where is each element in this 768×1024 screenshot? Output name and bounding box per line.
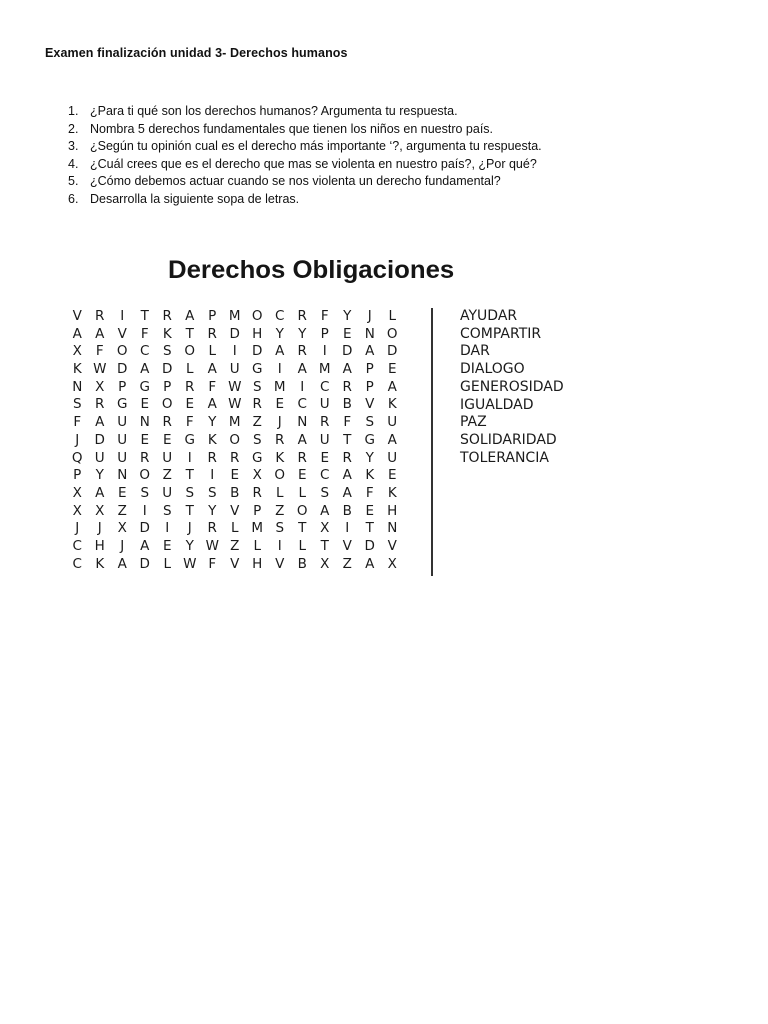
grid-cell: L bbox=[275, 484, 284, 501]
grid-cell: K bbox=[95, 555, 105, 572]
grid-cell: O bbox=[386, 325, 398, 342]
question-number: 4. bbox=[68, 156, 79, 171]
grid-cell: E bbox=[230, 467, 240, 484]
grid-cell: Z bbox=[162, 467, 172, 484]
grid-cell: A bbox=[95, 484, 105, 501]
grid-cell: Y bbox=[365, 449, 374, 466]
grid-cell: I bbox=[322, 343, 327, 360]
grid-cell: I bbox=[300, 378, 305, 395]
grid-cell: E bbox=[387, 467, 397, 484]
grid-cell: V bbox=[275, 555, 285, 572]
document-title: Examen finalización unidad 3- Derechos humanos bbox=[45, 46, 348, 60]
grid-cell: S bbox=[252, 378, 262, 395]
word-list-item: GENEROSIDAD bbox=[460, 378, 564, 395]
word-list-item: TOLERANCIA bbox=[460, 449, 549, 466]
grid-cell: R bbox=[185, 378, 195, 395]
grid-cell: A bbox=[140, 537, 150, 554]
question-number: 1. bbox=[68, 104, 79, 118]
grid-cell: W bbox=[228, 378, 242, 395]
grid-cell: Y bbox=[208, 502, 217, 519]
grid-cell: A bbox=[72, 325, 82, 342]
grid-cell: E bbox=[342, 325, 352, 342]
grid-cell: K bbox=[365, 467, 375, 484]
grid-cell: D bbox=[387, 343, 398, 360]
question-text: ¿Cuál crees que es el derecho que mas se violenta en nuestro país?, ¿Por qué? bbox=[90, 156, 537, 171]
question-text: Desarrolla la siguiente sopa de letras. bbox=[90, 191, 300, 206]
grid-cell: T bbox=[140, 308, 149, 324]
grid-cell: T bbox=[365, 520, 374, 537]
grid-cell: Y bbox=[275, 325, 284, 342]
grid-cell: O bbox=[116, 343, 128, 360]
grid-cell: D bbox=[229, 325, 240, 342]
question-text: ¿Para ti qué son los derechos humanos? Argumenta tu respuesta. bbox=[90, 104, 458, 118]
grid-cell: P bbox=[118, 378, 127, 395]
grid-cell: R bbox=[252, 396, 262, 413]
grid-cell: U bbox=[162, 449, 173, 466]
grid-cell: U bbox=[387, 449, 398, 466]
grid-cell: U bbox=[319, 396, 330, 413]
grid-cell: J bbox=[97, 520, 102, 537]
grid-cell: T bbox=[185, 502, 194, 519]
grid-cell: Z bbox=[342, 555, 352, 572]
grid-cell: X bbox=[72, 343, 82, 360]
grid-cell: O bbox=[274, 467, 286, 484]
grid-cell: C bbox=[320, 378, 330, 395]
grid-cell: E bbox=[117, 484, 127, 501]
grid-cell: S bbox=[252, 431, 262, 448]
grid-cell: A bbox=[95, 414, 105, 431]
grid-cell: E bbox=[297, 467, 307, 484]
grid-cell: G bbox=[252, 361, 263, 378]
grid-cell: R bbox=[297, 308, 307, 324]
question-text: ¿Cómo debemos actuar cuando se nos violenta un derecho fundamental? bbox=[90, 174, 501, 189]
grid-cell: Y bbox=[343, 308, 352, 324]
grid-cell: R bbox=[297, 343, 307, 360]
grid-cell: R bbox=[162, 414, 172, 431]
grid-cell: G bbox=[364, 431, 375, 448]
grid-cell: C bbox=[275, 308, 285, 324]
question-number: 3. bbox=[68, 139, 79, 154]
grid-cell: O bbox=[139, 467, 151, 484]
grid-cell: I bbox=[232, 343, 237, 360]
grid-cell: L bbox=[230, 520, 239, 537]
grid-cell: H bbox=[252, 555, 263, 572]
grid-cell: H bbox=[387, 502, 398, 519]
wordsearch-grid bbox=[66, 308, 404, 573]
grid-cell: V bbox=[342, 537, 352, 554]
grid-cell: S bbox=[275, 520, 285, 537]
grid-cell: P bbox=[163, 378, 172, 395]
grid-cell: K bbox=[387, 484, 397, 501]
question-item bbox=[68, 173, 542, 191]
grid-cell: E bbox=[320, 449, 330, 466]
grid-cell: A bbox=[342, 484, 352, 501]
grid-cell: I bbox=[277, 537, 282, 554]
grid-cell: P bbox=[365, 361, 374, 378]
grid-cell: R bbox=[342, 378, 352, 395]
grid-cell: Z bbox=[252, 414, 262, 431]
grid-cell: U bbox=[387, 414, 398, 431]
grid-cell: Z bbox=[117, 502, 127, 519]
grid-cell: R bbox=[95, 308, 105, 324]
grid-cell: I bbox=[165, 520, 170, 537]
grid-cell: Y bbox=[95, 467, 104, 484]
word-list-item: AYUDAR bbox=[460, 308, 518, 324]
grid-cell: S bbox=[207, 484, 217, 501]
grid-cell: B bbox=[297, 555, 307, 572]
grid-cell: N bbox=[72, 378, 83, 395]
grid-cell: E bbox=[140, 431, 150, 448]
grid-cell: F bbox=[320, 308, 329, 324]
grid-cell: R bbox=[162, 308, 172, 324]
grid-cell: T bbox=[298, 520, 307, 537]
grid-cell: F bbox=[185, 414, 194, 431]
grid-cell: T bbox=[343, 431, 352, 448]
grid-cell: A bbox=[185, 308, 195, 324]
grid-cell: R bbox=[207, 449, 217, 466]
grid-cell: Q bbox=[71, 449, 83, 466]
grid-cell: O bbox=[229, 431, 241, 448]
question-text: Nombra 5 derechos fundamentales que tienen los niños en nuestro país. bbox=[90, 121, 494, 136]
grid-cell: R bbox=[207, 520, 217, 537]
grid-cell: U bbox=[117, 414, 128, 431]
question-number: 2. bbox=[68, 121, 79, 136]
question-item bbox=[68, 103, 542, 121]
grid-cell: R bbox=[230, 449, 240, 466]
grid-cell: U bbox=[94, 449, 105, 466]
grid-cell: V bbox=[387, 537, 397, 554]
grid-cell: G bbox=[252, 449, 263, 466]
grid-cell: F bbox=[95, 343, 104, 360]
question-number: 5. bbox=[68, 174, 79, 189]
grid-cell: F bbox=[140, 325, 149, 342]
grid-cell: K bbox=[387, 396, 397, 413]
grid-cell: C bbox=[140, 343, 150, 360]
grid-cell: R bbox=[140, 449, 150, 466]
grid-cell: K bbox=[275, 449, 285, 466]
grid-cell: I bbox=[210, 467, 215, 484]
grid-cell: A bbox=[117, 555, 127, 572]
grid-cell: S bbox=[140, 484, 150, 501]
grid-cell: L bbox=[185, 361, 194, 378]
grid-cell: D bbox=[364, 537, 375, 554]
grid-cell: E bbox=[162, 431, 172, 448]
grid-cell: N bbox=[139, 414, 150, 431]
grid-cell: W bbox=[183, 555, 197, 572]
grid-cell: N bbox=[117, 467, 128, 484]
grid-cell: I bbox=[277, 361, 282, 378]
question-number: 6. bbox=[68, 191, 79, 206]
grid-cell: W bbox=[93, 361, 107, 378]
grid-cell: T bbox=[185, 467, 194, 484]
grid-cell: L bbox=[298, 484, 307, 501]
grid-cell: R bbox=[320, 414, 330, 431]
grid-cell: E bbox=[275, 396, 285, 413]
word-list-item: DIALOGO bbox=[460, 361, 525, 378]
grid-cell: P bbox=[320, 325, 329, 342]
grid-cell: R bbox=[252, 484, 262, 501]
grid-cell: N bbox=[387, 520, 398, 537]
grid-cell: W bbox=[228, 396, 242, 413]
grid-cell: V bbox=[117, 325, 127, 342]
grid-cell: O bbox=[296, 502, 308, 519]
grid-cell: D bbox=[342, 343, 353, 360]
grid-cell: B bbox=[230, 484, 240, 501]
grid-cell: X bbox=[320, 555, 330, 572]
question-item bbox=[68, 138, 542, 156]
grid-cell: K bbox=[72, 361, 82, 378]
grid-cell: L bbox=[298, 537, 307, 554]
grid-cell: G bbox=[117, 396, 128, 413]
grid-cell: A bbox=[297, 431, 307, 448]
grid-cell: U bbox=[117, 449, 128, 466]
grid-cell: M bbox=[251, 520, 264, 537]
grid-cell: J bbox=[120, 537, 125, 554]
grid-cell: A bbox=[342, 361, 352, 378]
question-text: ¿Según tu opinión cual es el derecho más importante ‘?, argumenta tu respuesta. bbox=[90, 139, 542, 154]
grid-cell: X bbox=[320, 520, 330, 537]
grid-cell: C bbox=[320, 467, 330, 484]
grid-cell: R bbox=[342, 449, 352, 466]
grid-cell: A bbox=[95, 325, 105, 342]
grid-cell: I bbox=[120, 308, 125, 324]
word-list-item: PAZ bbox=[460, 414, 487, 431]
grid-cell: A bbox=[297, 361, 307, 378]
grid-cell: A bbox=[387, 431, 397, 448]
grid-cell: A bbox=[207, 361, 217, 378]
grid-cell: Y bbox=[298, 325, 307, 342]
grid-cell: M bbox=[318, 361, 331, 378]
grid-cell: M bbox=[228, 414, 241, 431]
grid-cell: P bbox=[208, 308, 217, 324]
grid-cell: T bbox=[320, 537, 329, 554]
word-list-item: COMPARTIR bbox=[460, 325, 542, 342]
grid-cell: J bbox=[277, 414, 282, 431]
grid-cell: B bbox=[342, 502, 352, 519]
grid-cell: R bbox=[207, 325, 217, 342]
grid-cell: F bbox=[73, 414, 82, 431]
grid-cell: X bbox=[72, 502, 82, 519]
grid-cell: L bbox=[208, 343, 217, 360]
grid-cell: W bbox=[205, 537, 219, 554]
grid-cell: X bbox=[252, 467, 262, 484]
grid-cell: L bbox=[253, 537, 262, 554]
grid-cell: J bbox=[75, 431, 80, 448]
grid-cell: P bbox=[73, 467, 82, 484]
grid-cell: E bbox=[387, 361, 397, 378]
question-item bbox=[68, 121, 542, 139]
grid-cell: O bbox=[184, 343, 196, 360]
question-item bbox=[68, 156, 542, 174]
grid-cell: R bbox=[275, 431, 285, 448]
grid-cell: A bbox=[320, 502, 330, 519]
grid-cell: U bbox=[319, 431, 330, 448]
grid-cell: H bbox=[252, 325, 263, 342]
grid-cell: K bbox=[207, 431, 217, 448]
grid-cell: N bbox=[364, 325, 375, 342]
grid-cell: Z bbox=[275, 502, 285, 519]
grid-cell: E bbox=[140, 396, 150, 413]
grid-cell: J bbox=[187, 520, 192, 537]
grid-cell: V bbox=[72, 308, 82, 324]
grid-cell: A bbox=[342, 467, 352, 484]
grid-cell: Y bbox=[208, 414, 217, 431]
grid-cell: G bbox=[184, 431, 195, 448]
grid-cell: S bbox=[320, 484, 330, 501]
grid-cell: X bbox=[72, 484, 82, 501]
grid-cell: V bbox=[365, 396, 375, 413]
wordsearch-title: Derechos Obligaciones bbox=[168, 256, 455, 284]
question-list bbox=[68, 103, 542, 209]
word-list-item: IGUALDAD bbox=[460, 396, 534, 413]
grid-cell: S bbox=[365, 414, 375, 431]
grid-cell: H bbox=[94, 537, 105, 554]
grid-cell: B bbox=[342, 396, 352, 413]
grid-cell: A bbox=[140, 361, 150, 378]
word-list-item: SOLIDARIDAD bbox=[460, 431, 557, 448]
grid-cell: O bbox=[161, 396, 173, 413]
grid-cell: X bbox=[387, 555, 397, 572]
grid-cell: O bbox=[251, 308, 263, 324]
grid-cell: U bbox=[162, 484, 173, 501]
grid-cell: C bbox=[72, 537, 82, 554]
grid-cell: A bbox=[365, 555, 375, 572]
grid-cell: L bbox=[163, 555, 172, 572]
wordsearch-divider bbox=[431, 308, 433, 576]
word-list bbox=[460, 308, 564, 467]
grid-cell: T bbox=[185, 325, 194, 342]
grid-cell: C bbox=[297, 396, 307, 413]
grid-cell: D bbox=[139, 520, 150, 537]
grid-cell: E bbox=[185, 396, 195, 413]
question-item bbox=[68, 191, 542, 209]
grid-cell: D bbox=[162, 361, 173, 378]
grid-cell: F bbox=[208, 555, 217, 572]
grid-cell: F bbox=[208, 378, 217, 395]
grid-cell: S bbox=[162, 343, 172, 360]
grid-cell: S bbox=[72, 396, 82, 413]
grid-cell: C bbox=[72, 555, 82, 572]
grid-cell: A bbox=[275, 343, 285, 360]
grid-cell: D bbox=[252, 343, 263, 360]
grid-cell: M bbox=[273, 378, 286, 395]
grid-cell: I bbox=[345, 520, 350, 537]
grid-cell: V bbox=[230, 555, 240, 572]
grid-cell: F bbox=[343, 414, 352, 431]
grid-cell: R bbox=[297, 449, 307, 466]
grid-cell: K bbox=[162, 325, 172, 342]
grid-cell: M bbox=[228, 308, 241, 324]
grid-cell: S bbox=[162, 502, 172, 519]
grid-cell: F bbox=[365, 484, 374, 501]
grid-cell: P bbox=[253, 502, 262, 519]
grid-cell: I bbox=[142, 502, 147, 519]
grid-cell: X bbox=[95, 502, 105, 519]
grid-cell: D bbox=[117, 361, 128, 378]
grid-cell: E bbox=[365, 502, 375, 519]
grid-cell: U bbox=[229, 361, 240, 378]
grid-cell: V bbox=[230, 502, 240, 519]
grid-cell: J bbox=[75, 520, 80, 537]
grid-cell: X bbox=[117, 520, 127, 537]
word-list-item: DAR bbox=[460, 343, 490, 360]
grid-cell: R bbox=[95, 396, 105, 413]
grid-cell: I bbox=[187, 449, 192, 466]
grid-cell: A bbox=[365, 343, 375, 360]
grid-cell: U bbox=[117, 431, 128, 448]
grid-cell: P bbox=[365, 378, 374, 395]
grid-cell: D bbox=[139, 555, 150, 572]
grid-cell: G bbox=[139, 378, 150, 395]
grid-cell: J bbox=[367, 308, 372, 324]
grid-cell: N bbox=[297, 414, 308, 431]
grid-cell: A bbox=[387, 378, 397, 395]
grid-cell: D bbox=[94, 431, 105, 448]
grid-cell: L bbox=[388, 308, 397, 324]
grid-cell: Z bbox=[230, 537, 240, 554]
grid-cell: S bbox=[185, 484, 195, 501]
grid-cell: X bbox=[95, 378, 105, 395]
grid-cell: E bbox=[162, 537, 172, 554]
grid-cell: Y bbox=[185, 537, 194, 554]
grid-cell: A bbox=[207, 396, 217, 413]
